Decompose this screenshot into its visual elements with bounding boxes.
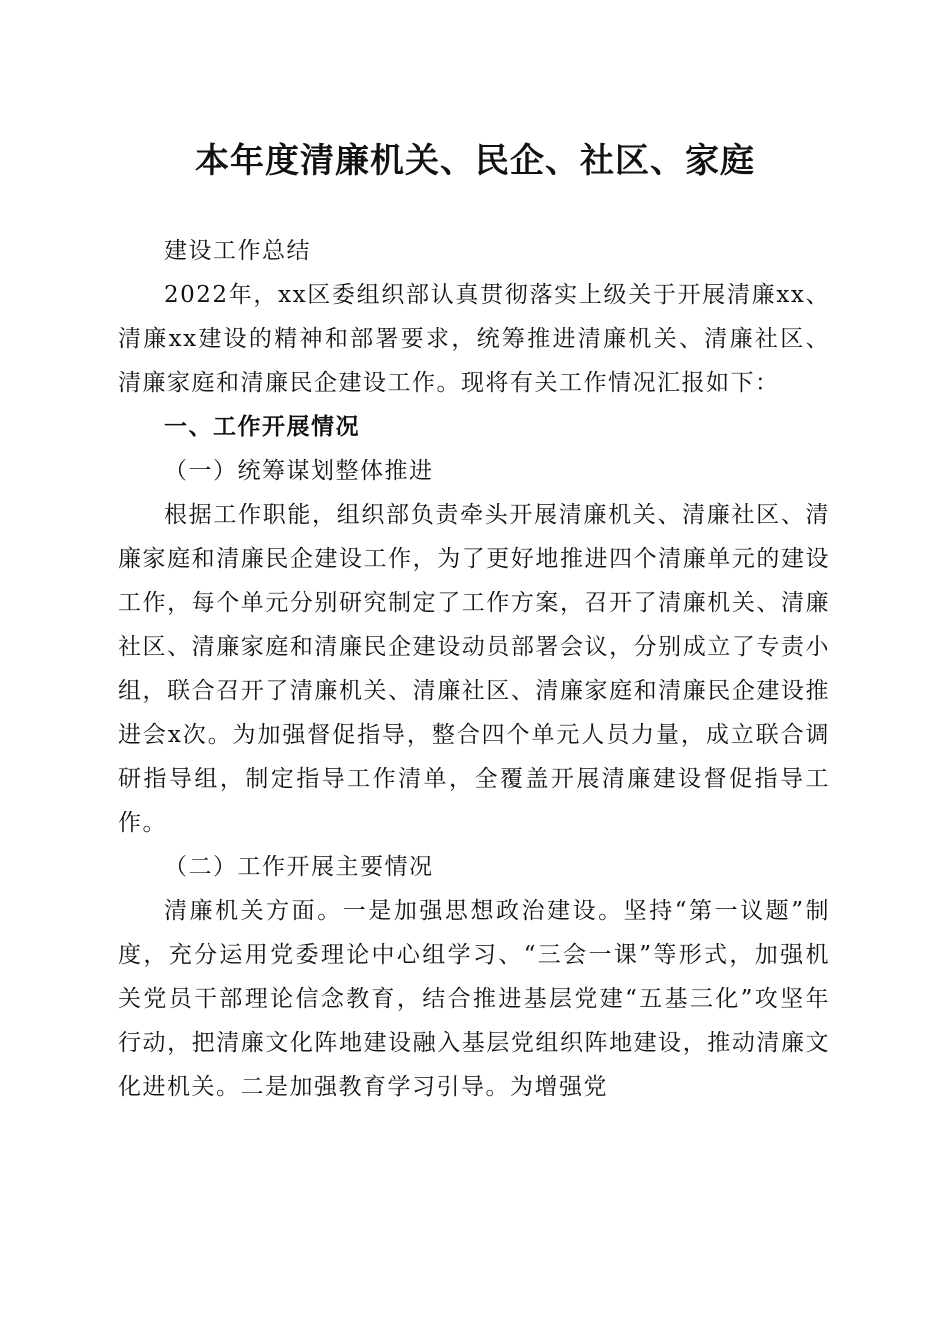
document-title: 本年度清廉机关、民企、社区、家庭: [195, 141, 755, 181]
document-body: [118, 229, 830, 1109]
section-heading-1: 一、工作开展情况: [164, 414, 360, 440]
subsection-heading-1: （一）统筹谋划整体推进: [164, 458, 434, 484]
subsection-heading-2: （二）工作开展主要情况: [164, 854, 434, 880]
document-subtitle: 建设工作总结: [164, 238, 311, 264]
subsection-paragraph-2: 清廉机关方面。一是加强思想政治建设。坚持“第一议题”制度，充分运用党委理论中心组学习、“三会一课”等形式，加强机关党员干部理论信念教育，结合推进基层党建“五基三化”攻坚年行动，把清廉文化阵地建设融入基层党组织阵地建设，推动清廉文化进机关。二是加强教育学习引导。为增强党: [118, 898, 830, 1100]
subsection-paragraph-1: 根据工作职能，组织部负责牵头开展清廉机关、清廉社区、清廉家庭和清廉民企建设工作，为了更好地推进四个清廉单元的建设工作，每个单元分别研究制定了工作方案，召开了清廉机关、清廉社区、清廉家庭和清廉民企建设动员部署会议，分别成立了专责小组，联合召开了清廉机关、清廉社区、清廉家庭和清廉民企建设推进会x次。为加强督促指导，整合四个单元人员力量，成立联合调研指导组，制定指导工作清单，全覆盖开展清廉建设督促指导工作。: [118, 502, 830, 836]
intro-paragraph: 2022年，xx区委组织部认真贯彻落实上级关于开展清廉xx、清廉xx建设的精神和部署要求，统筹推进清廉机关、清廉社区、清廉家庭和清廉民企建设工作。现将有关工作情况汇报如下：: [118, 282, 830, 396]
